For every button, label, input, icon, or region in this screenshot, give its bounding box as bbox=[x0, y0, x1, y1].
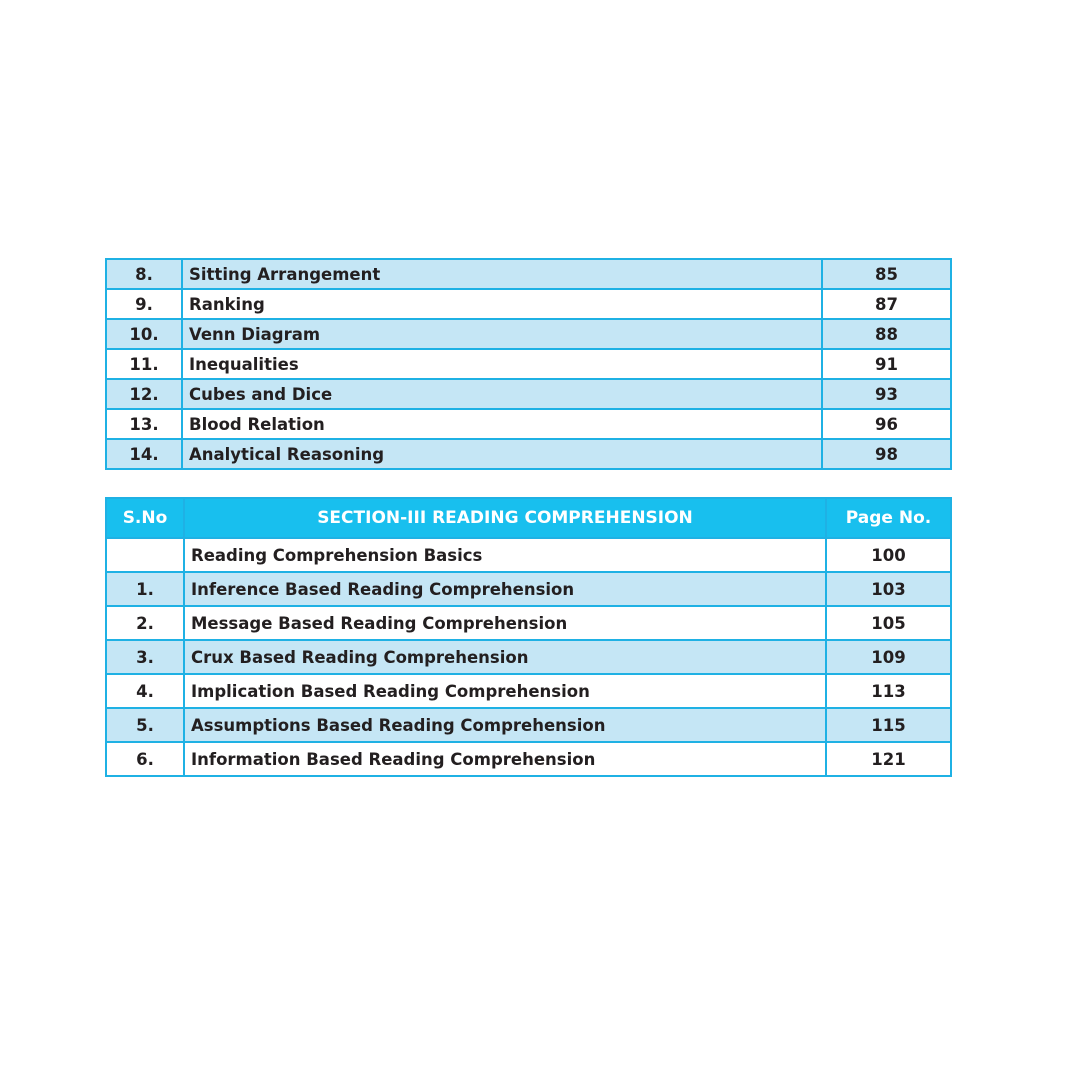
page-number: 105 bbox=[826, 606, 951, 640]
table-row bbox=[106, 708, 951, 742]
page-number: 115 bbox=[826, 708, 951, 742]
chapter-title: Crux Based Reading Comprehension bbox=[184, 640, 826, 674]
chapter-title: Venn Diagram bbox=[182, 319, 822, 349]
table-row bbox=[106, 572, 951, 606]
page-number: 85 bbox=[822, 259, 951, 289]
page-number: 109 bbox=[826, 640, 951, 674]
chapter-title: Information Based Reading Comprehension bbox=[184, 742, 826, 776]
table-row bbox=[106, 640, 951, 674]
chapter-title: Analytical Reasoning bbox=[182, 439, 822, 469]
chapter-title: Cubes and Dice bbox=[182, 379, 822, 409]
table-row bbox=[106, 319, 951, 349]
toc-table-section-3 bbox=[105, 497, 952, 777]
serial-number: 5. bbox=[106, 708, 184, 742]
table-header-row bbox=[106, 498, 951, 538]
page-number-header: Page No. bbox=[826, 498, 951, 538]
serial-number: 1. bbox=[106, 572, 184, 606]
chapter-title: Reading Comprehension Basics bbox=[184, 538, 826, 572]
serial-number: 10. bbox=[106, 319, 182, 349]
chapter-title: Inequalities bbox=[182, 349, 822, 379]
table-row bbox=[106, 379, 951, 409]
table-row bbox=[106, 606, 951, 640]
serial-number-header: S.No bbox=[106, 498, 184, 538]
chapter-title: Implication Based Reading Comprehension bbox=[184, 674, 826, 708]
page-number: 88 bbox=[822, 319, 951, 349]
table-row bbox=[106, 538, 951, 572]
serial-number: 8. bbox=[106, 259, 182, 289]
serial-number: 6. bbox=[106, 742, 184, 776]
chapter-title: Sitting Arrangement bbox=[182, 259, 822, 289]
page-number: 98 bbox=[822, 439, 951, 469]
page-number: 103 bbox=[826, 572, 951, 606]
page-number: 100 bbox=[826, 538, 951, 572]
serial-number: 12. bbox=[106, 379, 182, 409]
chapter-title: Inference Based Reading Comprehension bbox=[184, 572, 826, 606]
table-row bbox=[106, 259, 951, 289]
table-row bbox=[106, 289, 951, 319]
chapter-title: Blood Relation bbox=[182, 409, 822, 439]
section-title-header: SECTION-III READING COMPREHENSION bbox=[184, 498, 826, 538]
table-row bbox=[106, 674, 951, 708]
chapter-title: Ranking bbox=[182, 289, 822, 319]
page-number: 87 bbox=[822, 289, 951, 319]
table-row bbox=[106, 409, 951, 439]
serial-number: 2. bbox=[106, 606, 184, 640]
page-number: 91 bbox=[822, 349, 951, 379]
serial-number bbox=[106, 538, 184, 572]
serial-number: 11. bbox=[106, 349, 182, 379]
serial-number: 9. bbox=[106, 289, 182, 319]
chapter-title: Assumptions Based Reading Comprehension bbox=[184, 708, 826, 742]
serial-number: 4. bbox=[106, 674, 184, 708]
page-number: 93 bbox=[822, 379, 951, 409]
table-row bbox=[106, 742, 951, 776]
toc-table-section-2 bbox=[105, 258, 952, 470]
table-row bbox=[106, 349, 951, 379]
page-number: 121 bbox=[826, 742, 951, 776]
serial-number: 3. bbox=[106, 640, 184, 674]
serial-number: 14. bbox=[106, 439, 182, 469]
table-row bbox=[106, 439, 951, 469]
page-number: 113 bbox=[826, 674, 951, 708]
chapter-title: Message Based Reading Comprehension bbox=[184, 606, 826, 640]
page-number: 96 bbox=[822, 409, 951, 439]
serial-number: 13. bbox=[106, 409, 182, 439]
